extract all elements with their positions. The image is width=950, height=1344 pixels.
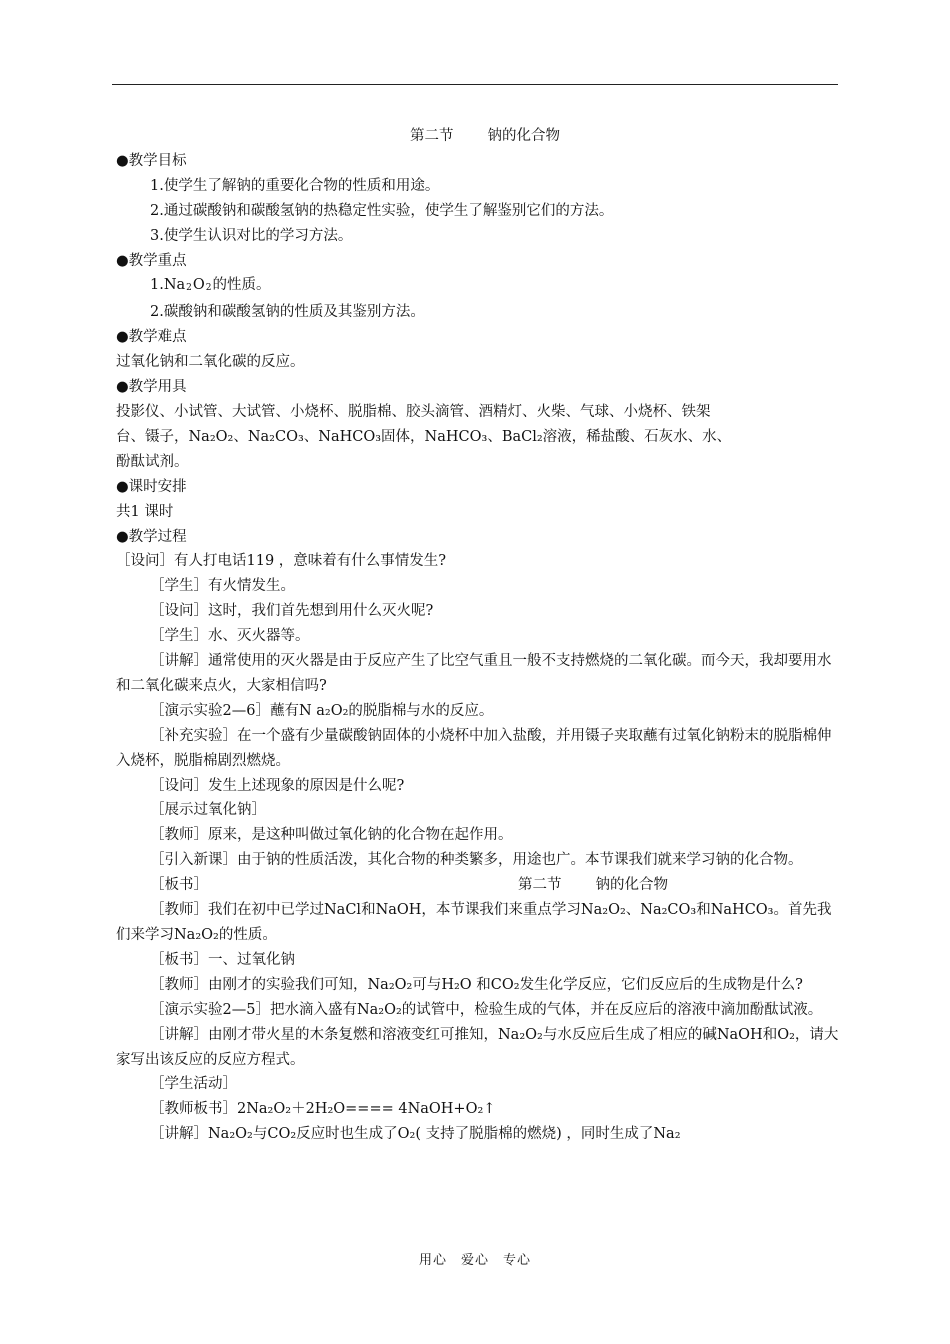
- process-paragraph-16: ［演示实验2—5］把水滴入盛有Na₂O₂的试管中，检验生成的气体，并在反应后的溶液中滴加酚酞试液。: [150, 1001, 823, 1018]
- page-footer: [0, 1249, 950, 1268]
- board-label: ［板书］: [150, 877, 208, 894]
- process-paragraph-6: ［演示实验2—6］蘸有N a₂O₂的脱脂棉与水的反应。: [150, 702, 494, 719]
- goal-item-1: 1.使学生了解钠的重要化合物的性质和用途。: [150, 177, 440, 194]
- tools-heading: ●教学用具: [116, 379, 187, 396]
- process-paragraph-11: ［引入新课］由于钠的性质活泼，其化合物的种类繁多，用途也广。本节课我们就来学习钠的化合物。: [150, 852, 803, 869]
- focus-item-1: 1.Na2O2的性质。: [150, 277, 271, 294]
- footer-word-2: 爱心: [460, 1253, 489, 1268]
- header-rule: [112, 84, 838, 85]
- title-topic: 钠的化合物: [487, 128, 560, 144]
- footer-word-1: 用心: [418, 1253, 447, 1268]
- process-paragraph-20: ［讲解］Na₂O₂与CO₂反应时也生成了O₂( 支持了脱脂棉的燃烧) ，同时生成了Na₂: [150, 1126, 681, 1143]
- goal-item-2: 2.通过碳酸钠和碳酸氢钠的热稳定性实验，使学生了解鉴别它们的方法。: [150, 202, 614, 219]
- board-title: 第二节 钠的化合物: [518, 877, 668, 894]
- difficulty-text: 过氧化钠和二氧化碳的反应。: [116, 354, 305, 371]
- process-paragraph-17: ［讲解］由刚才带火星的木条复燃和溶液变红可推知，Na₂O₂与水反应后生成了相应的碱NaOH和O₂，请大家写出该反应的反应方程式。: [116, 1026, 839, 1068]
- document-body: [116, 124, 840, 1147]
- tools-line-1: 投影仪、小试管、大试管、小烧杯、脱脂棉、胶头滴管、酒精灯、火柴、气球、小烧杯、铁架: [116, 403, 711, 420]
- title-section: 第二节: [410, 128, 454, 144]
- process-paragraph-7: ［补充实验］在一个盛有少量碳酸钠固体的小烧杯中加入盐酸，并用镊子夹取蘸有过氧化钠粉末的脱脂棉伸入烧杯，脱脂棉剧烈燃烧。: [116, 727, 832, 769]
- process-paragraph-10: ［教师］原来，是这种叫做过氧化钠的化合物在起作用。: [150, 827, 513, 844]
- process-heading: ●教学过程: [116, 528, 187, 545]
- goal-item-3: 3.使学生认识对比的学习方法。: [150, 227, 353, 244]
- difficulty-heading: ●教学难点: [116, 329, 187, 346]
- process-paragraph-9: ［展示过氧化钠］: [150, 802, 266, 819]
- process-paragraph-15: ［教师］由刚才的实验我们可知，Na₂O₂可与H₂O 和CO₂发生化学反应，它们反应后的生成物是什么?: [150, 976, 803, 993]
- process-paragraph-13: ［教师］我们在初中已学过NaCl和NaOH，本节课我们来重点学习Na₂O₂、Na₂CO₃和NaHCO₃。首先我们来学习Na₂O₂的性质。: [116, 902, 832, 943]
- process-paragraph-1: ［设问］有人打电话119 ，意味着有什么事情发生?: [116, 553, 447, 570]
- goals-heading: ●教学目标: [116, 152, 187, 169]
- schedule-heading: ●课时安排: [116, 478, 187, 495]
- process-paragraph-14: ［板书］一、过氧化钠: [150, 951, 295, 968]
- document-title: [116, 124, 840, 149]
- process-paragraph-4: ［学生］水、灭火器等。: [150, 628, 310, 645]
- process-paragraph-19: ［教师板书］2Na₂O₂＋2H₂O==== 4NaOH+O₂↑: [150, 1101, 496, 1118]
- footer-word-3: 专心: [503, 1253, 532, 1268]
- process-paragraph-8: ［设问］发生上述现象的原因是什么呢?: [150, 777, 405, 794]
- process-paragraph-12: [116, 873, 840, 898]
- process-paragraph-18: ［学生活动］: [150, 1076, 237, 1093]
- schedule-text: 共1 课时: [116, 503, 174, 520]
- focus-item-2: 2.碳酸钠和碳酸氢钠的性质及其鉴别方法。: [150, 304, 425, 321]
- process-paragraph-2: ［学生］有火情发生。: [150, 578, 295, 595]
- tools-line-3: 酚酞试剂。: [116, 453, 189, 470]
- tools-line-2: 台、镊子，Na₂O₂、Na₂CO₃、NaHCO₃固体，NaHCO₃、BaCl₂溶液，稀盐酸、石灰水、水、: [116, 428, 732, 445]
- process-paragraph-3: ［设问］这时，我们首先想到用什么灭火呢?: [150, 603, 434, 620]
- process-paragraph-5: ［讲解］通常使用的灭火器是由于反应产生了比空气重且一般不支持燃烧的二氧化碳。而今天，我却要用水和二氧化碳来点火，大家相信吗?: [116, 653, 832, 694]
- focus-heading: ●教学重点: [116, 252, 187, 269]
